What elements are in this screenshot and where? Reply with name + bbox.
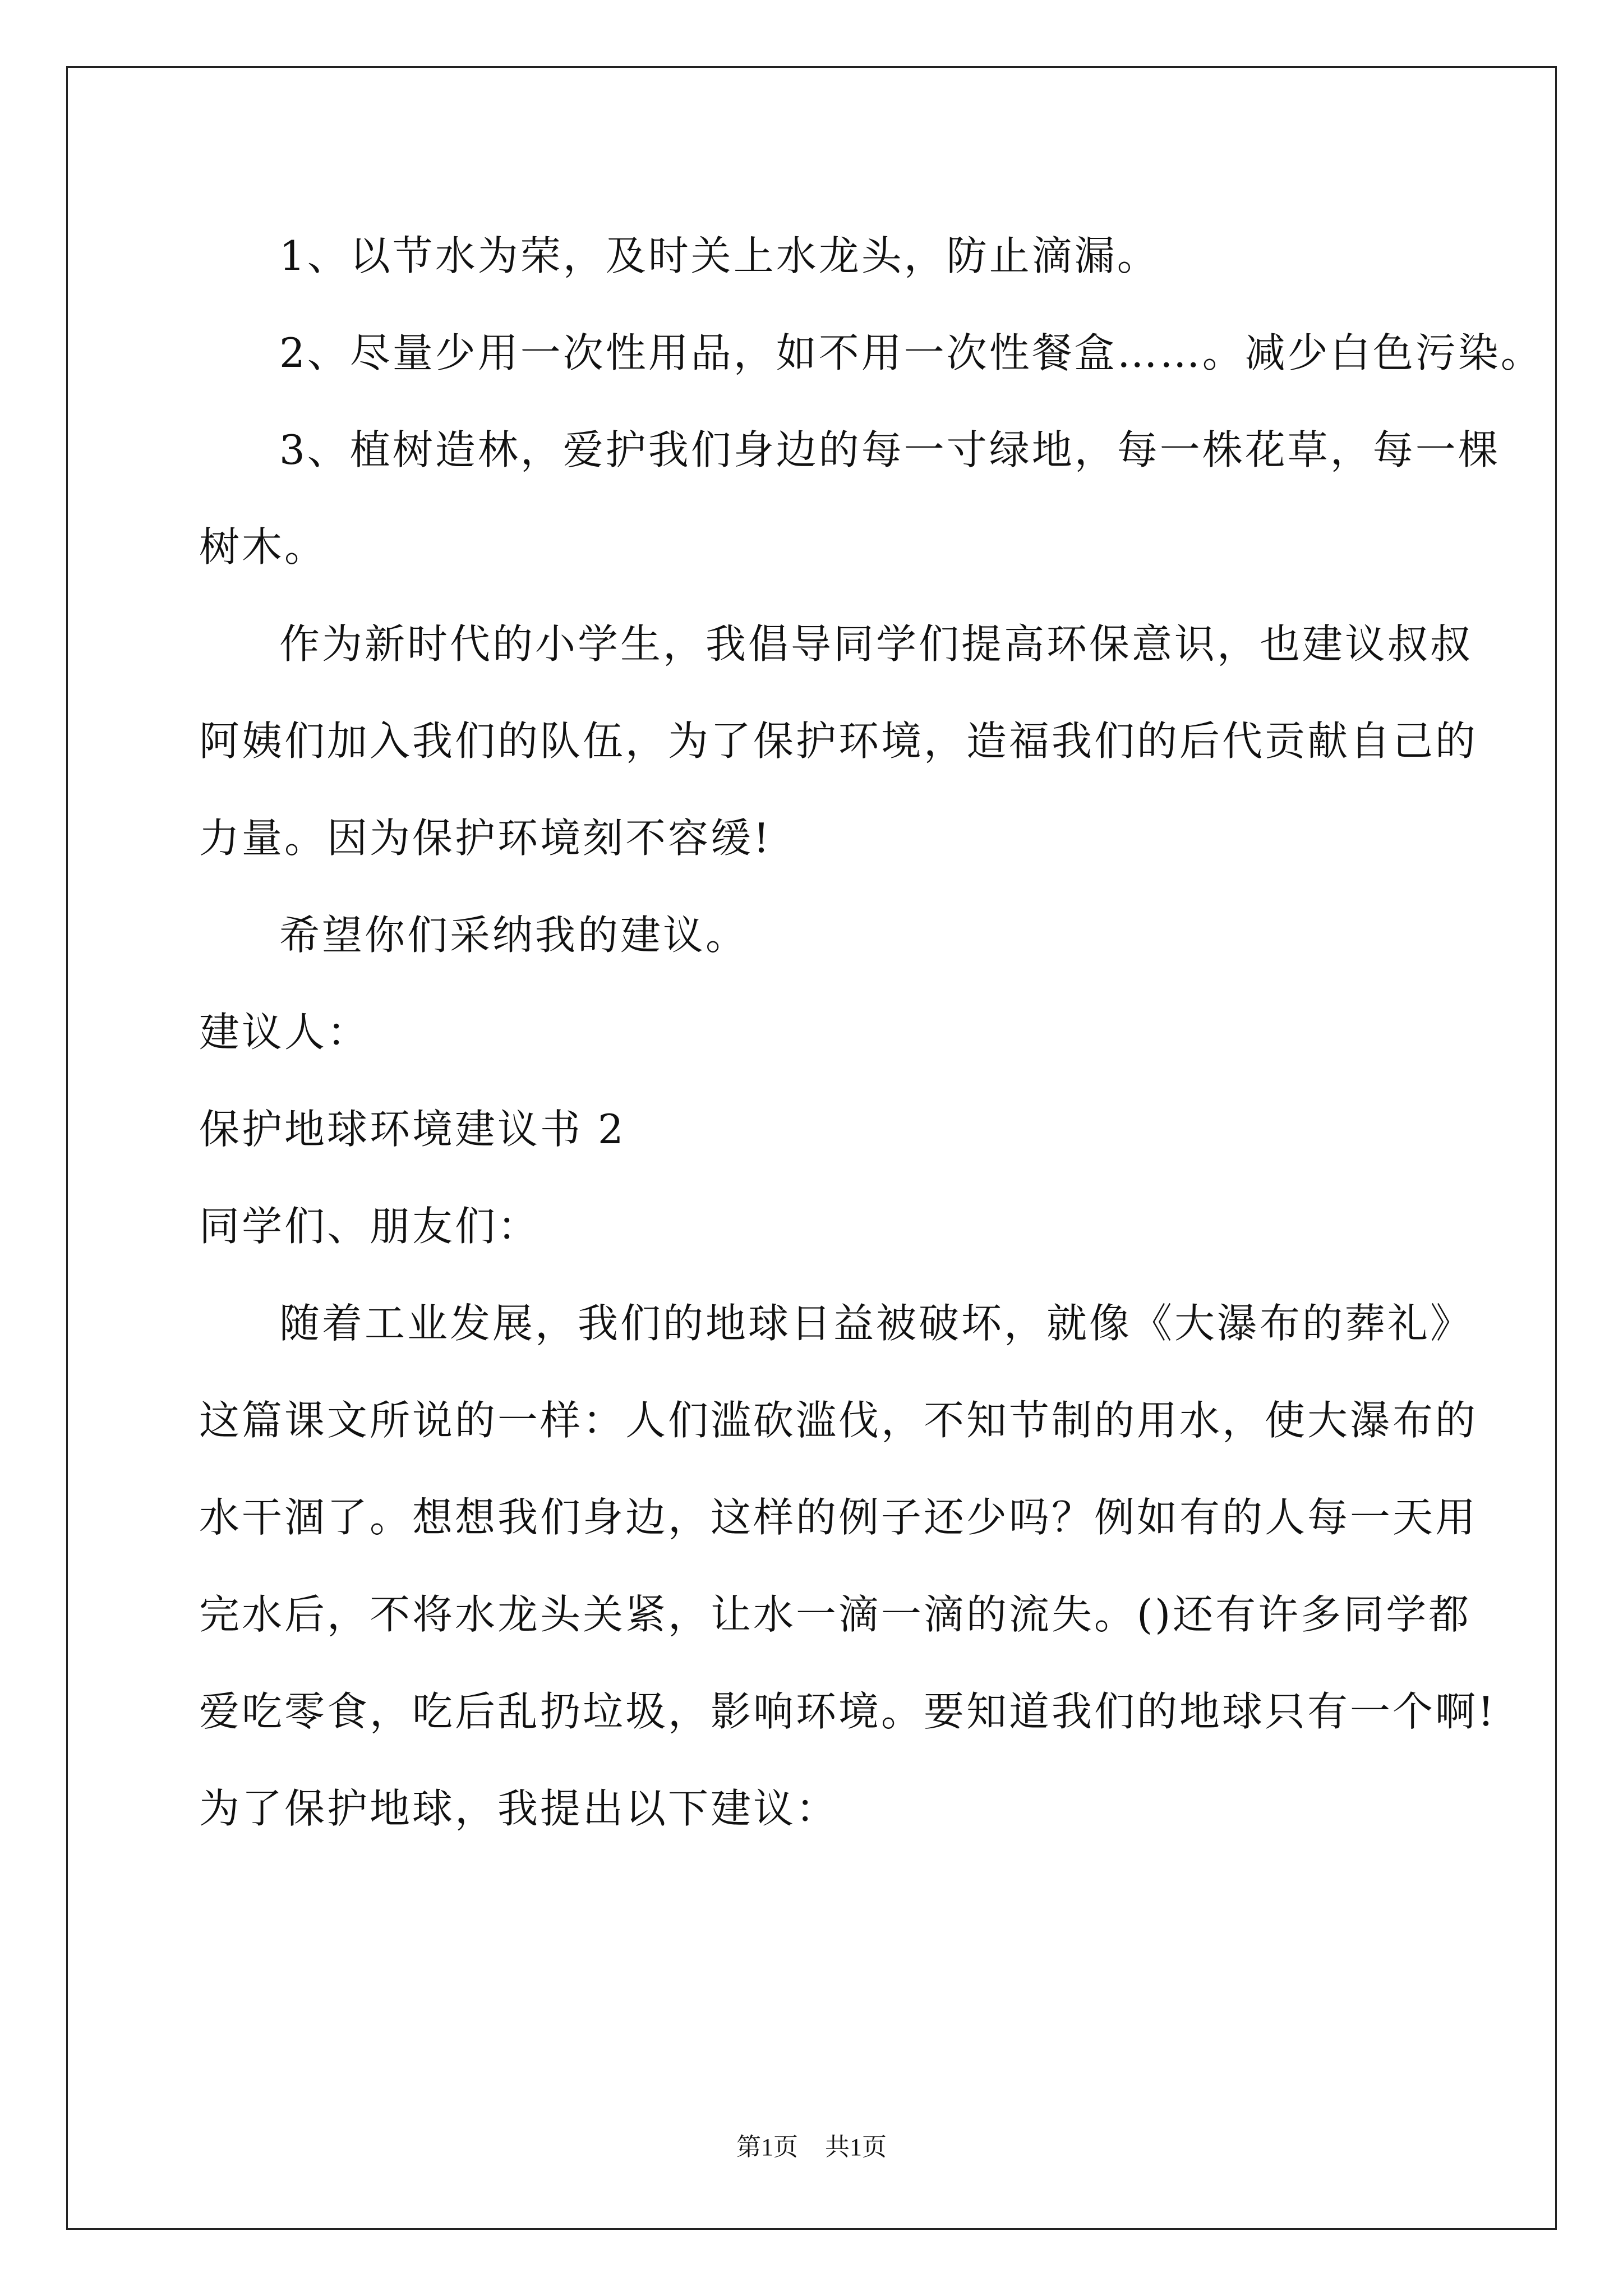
paragraph-line: 1、以节水为荣，及时关上水龙头，防止滴漏。 [279, 232, 1160, 279]
paragraph-line: 树木。 [199, 523, 328, 570]
paragraph-line: 希望你们采纳我的建议。 [279, 912, 749, 959]
page-footer [0, 2135, 1623, 2160]
paragraph-line: 完水后，不将水龙头关紧，让水一滴一滴的流失。()还有许多同学都 [199, 1591, 1472, 1638]
signature-label: 建议人： [199, 1009, 370, 1056]
paragraph-line: 阿姨们加入我们的队伍，为了保护环境，造福我们的后代贡献自己的 [199, 717, 1478, 765]
paragraph-line: 随着工业发展，我们的地球日益被破坏，就像《大瀑布的葬礼》 [279, 1300, 1473, 1347]
page-number: 第1页 [736, 2133, 798, 2161]
paragraph-line: 这篇课文所说的一样：人们滥砍滥伐，不知节制的用水，使大瀑布的 [199, 1397, 1478, 1444]
paragraph-line: 作为新时代的小学生，我倡导同学们提高环保意识，也建议叔叔 [279, 620, 1473, 668]
paragraph-line: 为了保护地球，我提出以下建议： [199, 1785, 839, 1832]
paragraph-line: 2、尽量少用一次性用品，如不用一次性餐盒……。减少白色污染。 [279, 329, 1543, 376]
paragraph-line: 爱吃零食，吃后乱扔垃圾，影响环境。要知道我们的地球只有一个啊! [199, 1688, 1496, 1735]
paragraph-line: 3、植树造林，爱护我们身边的每一寸绿地，每一株花草，每一棵 [279, 426, 1501, 473]
paragraph-line: 力量。因为保护环境刻不容缓! [199, 815, 772, 862]
section-heading: 保护地球环境建议书 2 [199, 1106, 626, 1153]
salutation: 同学们、朋友们： [199, 1203, 541, 1250]
paragraph-line: 水干涸了。想想我们身边，这样的例子还少吗？例如有的人每一天用 [199, 1494, 1478, 1541]
page-total: 共1页 [825, 2133, 887, 2161]
